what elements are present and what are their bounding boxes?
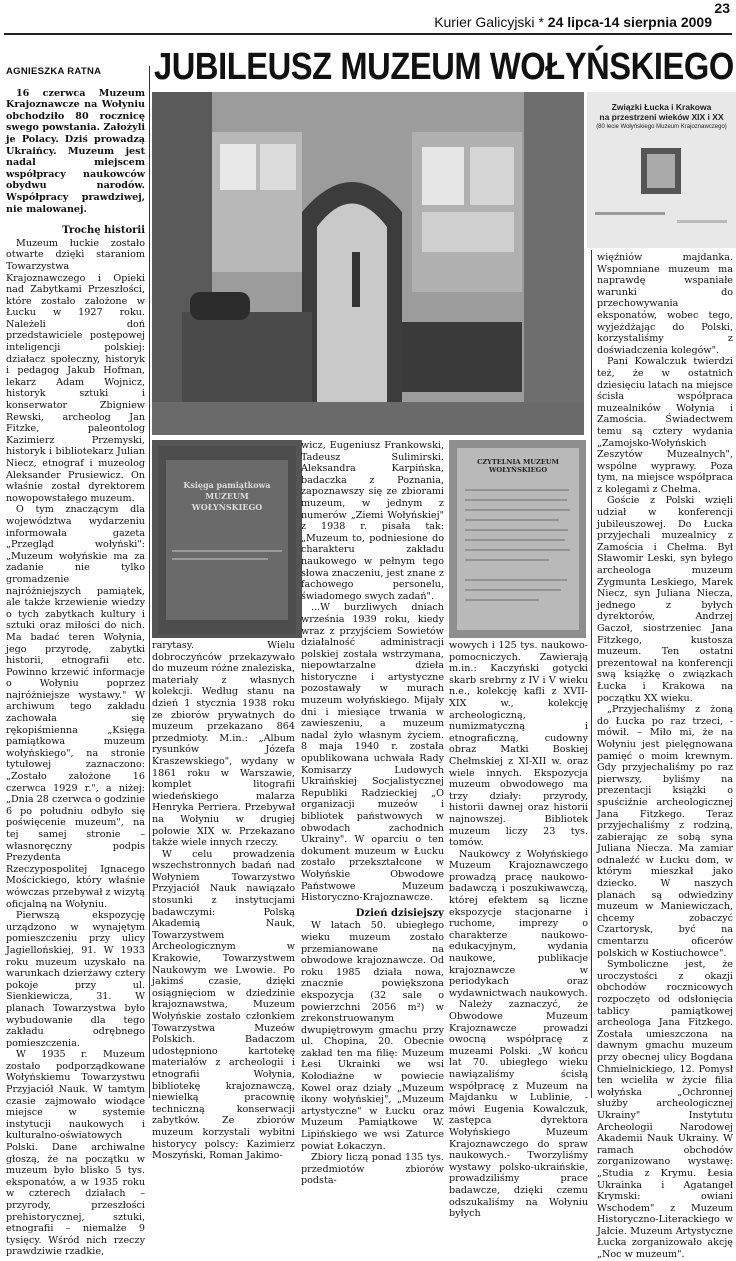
document-photo <box>449 440 586 638</box>
paragraph: rarytasy. Wielu dobroczyńców przekazywało do muzeum różne znaleziska, materiały z własnych kolekcji. Według stanu na dzień 1 stycznia 1938 roku ze zbiorów prywatnych do muzeum przekazano 864 przedmioty. M.in.: „Album rysunków Józefa Kraszewskiego", wydany w 1861 roku w Warszawie, komplet litografii wiedeńskiego malarza Henryka Perriera. Przebywał na Wołyniu w drugiej połowie XIX w. Przekazano także wiele innych rzeczy. <box>152 640 295 849</box>
paragraph: „Przyjechaliśmy z żoną do Łucka po raz trzeci, - mówił. – Miło mi, że na Wołyniu jest pielęgnowana pamięć o moim krewnym. Gdy przyjechaliśmy po raz pierwszy, byliśmy na prezentacji książki o spuściźnie archeologicznej Jana Fitzkego. Teraz przyjechaliśmy z rodziną, zabierając ze sobą syna Juliana Niecza. Ma zamiar odnaleźć w Łucku dom, w którym mieszkał jako dziecko. W naszych planach są odwiedziny muzeum w Maniewiczach, chcemy zobaczyć Czartorysk, być na cmentarzu oficerów polskich w Kostiuchowce". <box>597 704 733 959</box>
paragraph: W 1935 r. Muzeum zostało podporządkowane Wołyńskiemu Towarzystwu Przyjaciół Nauk. W tamtym czasie zajmowało wiodące miejsce w systemie instytucji naukowych i kulturalno-oświatowych Polski. Dane archiwalne głoszą, że na początku w muzeum było blisko 5 tys. eksponatów, a w 1935 roku w czterech działach – przyrody, przeszłości prehistorycznej, sztuki, etnografii – niemalże 9 tysięcy. Wśród nich rzeczy prawdziwie rzadkie, <box>6 1049 145 1258</box>
paragraph: Pierwszą ekspozycję urządzono w wynajętym pomieszczeniu przy ulicy Jagiellońskiej, 91. W 1933 roku muzeum uzyskało na warunkach dzierżawy cztery pokoje przy ul. Sienkiewicza, 31. W planach Towarzystwa było wybudowanie dla tego zakładu odrębnego pomieszczenia. <box>6 910 145 1049</box>
paragraph: Zbiory liczą ponad 135 tys. przedmiotów zbiorów podsta- <box>301 1152 444 1187</box>
book-title-line: MUZEUM WOŁYŃSKIEGO <box>191 491 263 512</box>
masthead <box>434 14 712 30</box>
paragraph: Naukowcy z Wołyńskiego Muzeum Krajoznawczego prowadzą pracę naukowo-badawczą i poszukiwawczą, której efektem są liczne ekspozycje stacjonarne i ruchome, imprezy o charakterze naukowo-edukacyjnym, wydania naukowe, publikacje krajoznawcze w periodykach oraz wydawnictwach naukowych. <box>449 848 588 999</box>
article-lead: 16 czerwca Muzeum Krajoznawcze na Wołyniu obchodziło 80 rocznicę swego powstania. Założyli je Polacy. Dziś prowadzą Ukraińcy. Muzeum jest nadal miejscem współpracy naukowców obydwu narodów. Współpracy prawdziwej, nie malowanej. <box>6 87 145 215</box>
subhead-today: Dzień dzisiejszy <box>355 907 444 919</box>
poster-line: na przestrzeni wieków XIX i XX <box>599 112 724 122</box>
paragraph: W latach 50. ubiegłego wieku muzeum zostało przemianowane na obwodowe krajoznawcze. Od roku 1985 działa nowa, znacznie powiększona ekspozycja (32 sale o powierzchni 2056 m²) w zrekonstruowanym dwupiętrowym gmachu przy ul. Chopina, 20. Obecnie zakład ten ma filię: Muzeum Łesi Ukrainki we wsi Kołodiażne w powiecie Kowel oraz działy „Muzeum ikony wołyńskiej", „Muzeum artystyczne" w Łucku oraz Muzeum Pamiątkowe W. Lipińskiego we wsi Zaturce powiat Łokaczyn. <box>301 920 444 1152</box>
paragraph: Muzeum łuckie zostało otwarte dzięki staraniom Towarzystwa Krajoznawczego i Opieki nad Zabytkami Przeszłości, które zostało założone w Łucku w 1927 roku. Należeli doń przedstawiciele postępowej inteligencji polskiej: działacz społeczny, historyk i pedagog Jakub Hofman, lekarz Adam Wojnicz, historyk sztuki i konserwator Zbigniew Rewski, archeolog Jan Fitzke, paleontolog Kazimierz Przemyski, historyk i bibliotekarz Julian Niecz, etnograf i muzeolog Aleksander Prusiewicz. On właśnie został dyrektorem nowopowstałego muzeum. <box>6 237 145 504</box>
paragraph: Goście z Polski wzięli udział w konferencji jubileuszowej. Do Łucka przyjechali muzealnicy z Zamościa i Chełma. Był Sławomir Leski, syn byłego archeologa muzeum Zygmunta Leskiego, Marek Niecz, syn Juliana Niecza, jednego z byłych dyrektorów, Andrzej Gaczoł, siostrzeniec Jana Fitzkego, kustosza muzeum. Ten ostatni prezentował na konferencji swą książkę o związkach Łucka i Krakowa na początku XX wieku. <box>597 495 733 704</box>
column-divider <box>591 250 592 1098</box>
paragraph: O tym znaczącym dla województwa wydarzeniu informowała gazeta „Przegląd wołyński": „Muzeum wołyńskie ma za zadanie nie tylko gromadzenie najróżniejszych pamiątek, ale także krzewienie wiedzy o tych zabytkach kultury i sztuki oraz miłości do nich. Ma badać teren Wołynia, jego przyrodę, zabytki historii, etnografii etc. Powinno krzewić informacje o Wołyniu poprzez najróżniejsze wystawy." W archiwum tego zakładu zachowała się rękopiśmienna „Księga pamiątkowa muzeum wołyńskiego", na stronie tytułowej zaznaczono: „Zostało założone 16 czerwca 1929 r.", a niżej: „Dnia 28 czerwca o godzinie 6 po południu odbyło się poświęcenie muzeum", na tej samej stronie – własnoręczny podpis Prezydenta Rzeczypospolitej Ignacego Mościckiego, który właśnie wówczas przebywał z wizytą oficjalną na Wołyniu. <box>6 504 145 910</box>
column-2 <box>152 640 295 1162</box>
paragraph: wicz, Eugeniusz Frankowski, Tadeusz Sulimirski. Aleksandra Karpińska, badaczka z Poznania, zapoznawszy się ze zbiorami muzeum, w jednym z numerów „Ziemi Wołyńskiej" z 1938 r. pisała tak: „Muzeum to, podniesione do charakteru zakładu naukowego w pełnym tego słowa znaczeniu, jest znane z fachowego personelu, świadomego swych zadań". <box>301 440 444 602</box>
museum-interior-photo <box>152 92 584 435</box>
book-cover <box>152 440 302 638</box>
page-header <box>0 0 736 32</box>
paragraph: Należy zaznaczyć, że Obwodowe Muzeum Krajoznawcze prowadzi owocną współpracę z muzeami Polski. „W końcu lat 70. ubiegłego wieku nawiązaliśmy ścisłą współpracę z Muzeum na Majdanku w Lublinie, - mówi Eugenia Kowalczuk, zastępca dyrektora Wołyńskiego Muzeum Krajoznawczego do spraw naukowych.- Tworzyliśmy wystawy polsko-ukraińskie, prowadziliśmy prace badawcze, dzięki czemu odszukaliśmy na Wołyniu byłych <box>449 999 588 1220</box>
paragraph: wowych i 125 tys. naukowo-pomocniczych. Zawierają m.in.: Kaczyński gotycki skarb srebrny z IV i V wieku n.e., kolekcję kafli z XVII-XIX w., kolekcję archeologiczną, numizmatyczną i etnograficzną, cudowny obraz Matki Boskiej Chełmskiej z XI-XII w. oraz wiele innych. Ekspozycja muzeum obwodowego ma trzy działy: przyrody, historii dawnej oraz historii najnowszej. Bibliotek muzeum liczy 23 tys. tomów. <box>449 640 588 849</box>
memorial-book-photo <box>152 440 302 638</box>
header-rule <box>4 33 732 35</box>
paragraph: W celu prowadzenia wszechstronnych badań nad Wołyniem Towarzystwo Przyjaciół Nauk nawiązało stosunki z instytucjami badawczymi: Polską Akademią Nauk, Towarzystwem Archeologicznym w Krakowie, Towarzystwem Naukowym we Lwowie. Po jakimś czasie, dzięki osiągnięciom w dziedzinie krajoznawstwa, Muzeum Wołyńskie zostało członkiem Towarzystwa Muzeów Polskich. Badaczom udostępniono kartotekę materiałów z archeologii i etnografii Wołynia, bibliotekę krajoznawczą, niewielką pracownię techniczną konserwacji zabytków. Ze zbiorów muzeum korzystali wybitni historycy polscy: Kazimierz Moszyński, Roman Jakimo- <box>152 848 295 1162</box>
subhead-history: Trochę historii <box>62 225 145 237</box>
article-title: JUBILEUSZ MUZEUM WOŁYŃSKIEGO <box>154 46 734 88</box>
newspaper-name: Kurier Galicyjski <box>434 14 535 30</box>
column-1 <box>6 66 145 1258</box>
poster-line: (80 lecie Wołyńskiego Muzeum Krajoznawczego) <box>596 124 727 130</box>
poster-line: Związki Łucka i Krakowa <box>611 102 712 112</box>
column-3 <box>301 440 444 1187</box>
issue-dates: 24 lipca-14 sierpnia 2009 <box>547 14 712 30</box>
museum-interior-illustration <box>152 92 584 435</box>
column-4 <box>449 640 588 1220</box>
paragraph: Symboliczne jest, że uroczystości z okazji obchodów rocznicowych rozpoczęto od odsłonięcia tablicy pamiątkowej archeologa Jana Fitzkego. Została umieszczona na dawnym gmachu muzeum przy obecnej ulicy Bogdana Chmielnickiego, 12. Pomysł ten wcieliła w życie filia wołyńska „Ochronnej służby archeologicznej Ukrainy" Instytutu Archeologii Narodowej Akademii Nauk Ukrainy. W ramach obchodów zorganizowano wystawę: „Studia z Krymu. Łesia Ukrainka i Agatangeł Krymski: owiani Wschodem" z Muzeum Historyczno-Literackiego w Jałcie. Muzeum Artystyczne Łucka zorganizowało akcję „Noc w muzeum". <box>597 959 733 1261</box>
paragraph: Pani Kowalczuk twierdzi też, że w ostatnich dziesięciu latach na miejsce ścisła współpraca muzealników Wołynia i Zamościa. Świadectwem temu są cztery wydania „Zamojsko-Wołyńskich Zeszytów Muzealnych", wspólne wyprawy. Poza tym, na miejsce współpraca z kolegami z Chełma. <box>597 356 733 495</box>
paragraph: ...W burzliwych dniach września 1939 roku, kiedy wraz z przyjściem Sowietów działalność administracji polskiej została wstrzymana, niepowtarzalne dzieła historyczne i artystyczne pozostawały w murach muzeum wołyńskiego. Mijały dni i miesiące trwania w zawieszeniu, a muzeum nadal żyło własnym życiem. 8 maja 1940 r. została opublikowana uchwała Rady Komisarzy Ludowych Ukraińskiej Socjalistycznej Republiki Radzieckiej „O organizacji muzeów i bibliotek państwowych w obwodach zachodnich Ukrainy". W oparciu o ten dokument muzeum w Łucku zostało przekształcone w Wołyńskie Obwodowe Państwowe Muzeum Historyczno-Krajoznawcze. <box>301 602 444 904</box>
poster-emblem <box>587 92 736 248</box>
column-5 <box>597 252 733 1261</box>
masthead-separator: * <box>538 14 544 30</box>
page-number: 23 <box>714 0 730 16</box>
book-title-line: Księga pamiątkowa <box>183 480 271 490</box>
column-divider <box>149 66 150 1098</box>
poster-photo <box>587 92 736 248</box>
author-byline: AGNIESZKA RATNA <box>6 66 102 77</box>
document-heading: CZYTELNIA MUZEUM WOŁYŃSKIEGO <box>477 458 559 474</box>
paragraph: więźniów majdanka. Wspomniane muzeum ma naprawdę wspaniałe warunki do przechowywania eksponatów, wobec tego, wyjeżdżając do Polski, korzystaliśmy z doświadczenia kolegów". <box>597 252 733 356</box>
